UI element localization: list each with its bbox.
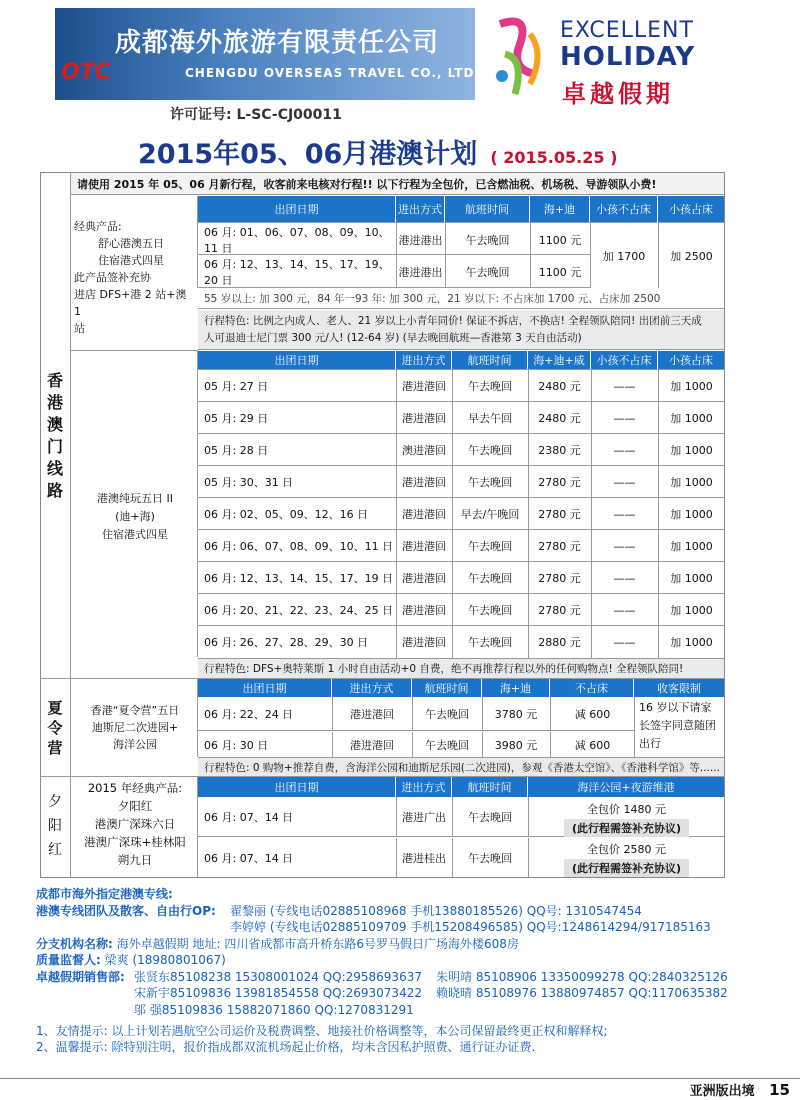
- summer-desc-line: 香港“夏令营”五日: [90, 704, 180, 717]
- sunset-row-note: (此行程需签补充协议): [564, 859, 689, 877]
- p2-hdr-price: 海+迪+威: [528, 351, 590, 369]
- table-row: [198, 529, 724, 561]
- summer-row-price: 3780 元: [482, 697, 549, 731]
- p2-row-date: 05 月: 28 日: [204, 444, 269, 457]
- sunset-row-note: (此行程需签补充协议): [564, 819, 689, 837]
- sunset-desc-line: 港澳广深珠六日: [94, 817, 176, 831]
- section-label-summer: 夏令营: [47, 699, 63, 757]
- p2-row-date: 06 月: 12、13、14、15、17、19 日: [204, 572, 394, 585]
- table-row: [198, 697, 634, 731]
- summer-desc-line: 迪斯尼二次进园+: [91, 721, 179, 734]
- section-label-sunset: 夕阳红: [48, 794, 62, 858]
- p1-child-nobed: 加 1700: [590, 222, 657, 288]
- p1-row-mode: 港进港出: [396, 223, 444, 256]
- p1-desc-line: 进店 DFS+港 2 站+澳 1: [74, 288, 187, 318]
- summer-row-nobed: 减 600: [550, 697, 634, 731]
- p1-row-flight: 午去晚回: [445, 256, 529, 288]
- p2-row-flight: 午去晚回: [452, 626, 527, 658]
- sunset-desc-line: 港澳广深珠+桂林阳: [84, 835, 186, 849]
- summer-header: [198, 679, 724, 697]
- p2-row-nobed: ——: [591, 562, 657, 594]
- p2-row-bed: 加 1000: [658, 434, 724, 466]
- p2-row-bed: 加 1000: [658, 498, 724, 530]
- sunset-desc-line: 2015 年经典产品:: [87, 781, 183, 795]
- p1-hdr-nobed: 小孩不占床: [590, 196, 657, 222]
- sales-contact: 朱明靖 85108906 13350099278 QQ:2840325126: [436, 969, 728, 984]
- license-number: 许可证号: L-SC-CJ00011: [170, 107, 342, 123]
- tip-1: 1、友情提示: 以上计划若遇航空公司运价及税费调整、地接社价格调整等，本公司保留最终更正权和解释权;: [36, 1023, 608, 1038]
- sunset-row-price: 全包价 2580 元: [587, 843, 666, 856]
- p2-row-price: 2780 元: [528, 562, 590, 594]
- p1-row-price: 1100 元: [530, 256, 589, 288]
- p2-desc-line: 港澳纯玩五日 II: [97, 492, 173, 505]
- table-row: [198, 732, 634, 757]
- p2-row-price: 2880 元: [528, 626, 590, 658]
- p1-row-price: 1100 元: [530, 223, 589, 256]
- summer-row-flight: 午去晚回: [412, 697, 481, 731]
- table-row: [198, 497, 724, 529]
- p2-row-bed: 加 1000: [658, 530, 724, 562]
- sales-contact: 张贤东85108238 15308001024 QQ:2958693637: [134, 969, 422, 984]
- p2-row-flight: 午去晚回: [452, 530, 527, 562]
- p2-row-bed: 加 1000: [658, 466, 724, 498]
- p2-row-nobed: ——: [591, 498, 657, 530]
- sales-contact: 赖晓晴 85108976 13880974857 QQ:1170635382: [436, 986, 728, 1000]
- p1-header: [198, 196, 724, 222]
- p2-desc-line: (迪+海): [115, 510, 155, 523]
- p2-row-bed: 加 1000: [658, 370, 724, 402]
- p2-row-date: 05 月: 27 日: [204, 380, 269, 393]
- p1-hdr-bed: 小孩占床: [658, 196, 724, 222]
- p1-feature-line2: 人可退迪士尼门票 300 元/人! (12-64 岁) (早去晚回航班—香港第 3 天自由活动): [204, 332, 582, 344]
- p2-row-mode: 港进港回: [396, 626, 451, 658]
- p2-row-flight: 午去晚回: [452, 434, 527, 466]
- sunset-hdr-flight: 航班时间: [452, 777, 527, 797]
- p2-row-price: 2780 元: [528, 498, 590, 530]
- table-row: [198, 433, 724, 465]
- p2-row-bed: 加 1000: [658, 562, 724, 594]
- p2-rows: [198, 369, 724, 657]
- brand-en-2: HOLIDAY: [560, 42, 696, 72]
- sunset-row-flight: 午去晚回: [452, 797, 527, 837]
- summer-row-date: 06 月: 22、24 日: [204, 708, 294, 721]
- table-row: [198, 625, 724, 657]
- summer-desc-line: 海洋公园: [113, 738, 157, 751]
- summer-row-date: 06 月: 30 日: [204, 738, 269, 752]
- page-title: [138, 132, 758, 172]
- p2-row-price: 2480 元: [528, 402, 590, 434]
- p2-row-flight: 午去晚回: [452, 370, 527, 402]
- p2-row-date: 06 月: 20、21、22、23、24、25 日: [204, 604, 394, 617]
- p1-row-flight: 午去晚回: [445, 223, 529, 256]
- p1-age-note: 55 岁以上: 加 300 元，84 年一93 年: 加 300 元，21 岁以下: 不占床加 1700 元、占床加 2500: [198, 289, 724, 309]
- p2-row-date: 05 月: 30、31 日: [204, 476, 294, 489]
- p2-row-date: 05 月: 29 日: [204, 412, 269, 425]
- branch-address: 海外卓越假期 地址: 四川省成都市高升桥东路6号罗马假日广场海外楼608房: [116, 936, 519, 951]
- table-row: [198, 401, 724, 433]
- table-row: [198, 222, 590, 255]
- table-row: [198, 369, 724, 401]
- sunset-row-date: 06 月: 07、14 日: [204, 811, 294, 824]
- p2-row-mode: 港进港回: [396, 594, 451, 626]
- p1-desc-line: 住宿港式四星: [98, 254, 164, 267]
- summer-hdr-nobed: 不占床: [550, 679, 633, 697]
- p2-row-mode: 港进港回: [396, 370, 451, 402]
- table-row: [198, 593, 724, 625]
- p2-row-price: 2780 元: [528, 530, 590, 562]
- p1-hdr-price: 海+迪: [530, 196, 589, 222]
- sunset-desc: [74, 779, 196, 869]
- p2-desc: [74, 490, 196, 544]
- company-name-en: CHENGDU OVERSEAS TRAVEL CO., LTD: [185, 66, 475, 80]
- brand-cn: 卓越假期: [562, 80, 674, 108]
- summer-row-nobed: 减 600: [550, 732, 634, 757]
- sunset-desc-line: 夕阳红: [117, 799, 153, 813]
- p2-row-bed: 加 1000: [658, 626, 724, 658]
- p2-row-bed: 加 1000: [658, 402, 724, 434]
- p2-hdr-nobed: 小孩不占床: [591, 351, 657, 369]
- section-label-hk: 香港澳门线路: [46, 371, 63, 500]
- p2-row-bed: 加 1000: [658, 594, 724, 626]
- sunset-row-flight: 午去晚回: [452, 838, 527, 877]
- table-row: [198, 838, 724, 877]
- qa-label: 质量监督人:: [36, 953, 101, 967]
- page-title-date: ( 2015.05.25 ): [490, 148, 618, 167]
- p1-desc: [74, 218, 196, 337]
- sales-label: 卓越假期销售部:: [36, 969, 125, 984]
- p2-header: [198, 351, 724, 369]
- sunset-hdr-price: 海洋公园+夜游维港: [528, 777, 724, 797]
- summer-hdr-date: 出团日期: [198, 679, 331, 697]
- sales-contact: 邬 强85109836 15882071860 QQ:1270831291: [134, 1002, 414, 1017]
- p2-row-nobed: ——: [591, 626, 657, 658]
- sunset-hdr-date: 出团日期: [198, 777, 395, 797]
- sunset-row-mode: 港进广出: [396, 797, 451, 837]
- p2-row-flight: 早去午回: [452, 402, 527, 434]
- publication-name: 亚洲版出境: [689, 1084, 755, 1099]
- summer-hdr-price: 海+迪: [482, 679, 549, 697]
- p1-feature: [198, 310, 724, 350]
- p2-row-mode: 港进港回: [396, 562, 451, 594]
- summer-row-price: 3980 元: [482, 732, 549, 757]
- p1-row-date: 06 月: 12、13、14、15、17、19、20 日: [204, 258, 390, 287]
- p2-hdr-flight: 航班时间: [452, 351, 527, 369]
- op-2: 李婷婷 (专线电话02885109709 手机15208496585) QQ号:1248614294/917185163: [230, 920, 711, 934]
- p2-hdr-date: 出团日期: [198, 351, 395, 369]
- table-row: [198, 797, 724, 837]
- table-row: [198, 561, 724, 593]
- summer-desc: [74, 702, 196, 753]
- p1-desc-line: 站: [74, 322, 85, 335]
- brand-swirl-icon: [490, 14, 550, 104]
- branch-label: 分支机构名称:: [36, 936, 113, 951]
- p2-row-mode: 港进港回: [396, 402, 451, 434]
- page-number: 15: [769, 1081, 790, 1099]
- summer-feature: 行程特色: 0 购物+推荐自费，含海洋公园和迪斯尼乐园(二次进园)，参观《香港太空馆》、《香港科学馆》等......: [198, 757, 724, 776]
- notice-bar: 请使用 2015 年 05、06 月新行程，收客前来电核对行程!! 以下行程为全包价，已含燃油税、机场税、导游领队小费!: [71, 173, 724, 195]
- op-label: 港澳专线团队及散客、自由行OP:: [36, 903, 216, 918]
- p1-hdr-mode: 进出方式: [396, 196, 444, 222]
- sunset-header: [198, 777, 724, 797]
- summer-row-flight: 午去晚回: [412, 732, 481, 757]
- p2-row-flight: 午去晚回: [452, 562, 527, 594]
- p2-row-mode: 澳进港回: [396, 434, 451, 466]
- summer-row-mode: 港进港回: [332, 697, 411, 731]
- p1-hdr-date: 出团日期: [198, 196, 395, 222]
- contacts-title: 成都市海外指定港澳专线:: [36, 887, 173, 901]
- p2-row-nobed: ——: [591, 466, 657, 498]
- sunset-row-mode: 港进桂出: [396, 838, 451, 877]
- sunset-desc-line: 朔九日: [117, 853, 153, 867]
- p2-row-nobed: ——: [591, 594, 657, 626]
- brand-logo: [490, 8, 770, 108]
- p2-row-nobed: ——: [591, 530, 657, 562]
- summer-row-mode: 港进港回: [332, 732, 411, 757]
- p2-row-price: 2780 元: [528, 594, 590, 626]
- p2-row-date: 06 月: 02、05、09、12、16 日: [204, 508, 369, 521]
- p2-row-date: 06 月: 26、27、28、29、30 日: [204, 636, 369, 649]
- p2-row-nobed: ——: [591, 402, 657, 434]
- summer-hdr-limit: 收客限制: [634, 679, 724, 697]
- company-name-cn: 成都海外旅游有限责任公司: [115, 28, 440, 58]
- p1-feature-line1: 行程特色: 比例之内成人、老人、21 岁以上小青年同价! 保证不拆店，不换店! 全程领队陪同! 出团前三天成: [204, 315, 702, 327]
- qa-person: 梁爽 (18980801067): [104, 953, 226, 967]
- sunset-hdr-mode: 进出方式: [396, 777, 451, 797]
- p1-row-date: 06 月: 01、06、07、08、09、10、11 日: [204, 225, 390, 255]
- p1-desc-line: 舒心港澳五日: [98, 237, 164, 250]
- summer-limit: 16 岁以下请家长签字同意随团出行: [634, 697, 724, 757]
- page-footer: [620, 1080, 790, 1098]
- p2-feature: 行程特色: DFS+奥特莱斯 1 小时自由活动+0 自费，绝不再推荐行程以外的任何购物点! 全程领队陪同!: [198, 658, 724, 678]
- p2-hdr-bed: 小孩占床: [658, 351, 724, 369]
- otc-logo: OTC: [61, 60, 111, 85]
- summer-hdr-mode: 进出方式: [332, 679, 411, 697]
- sales-contact: 宋新宇85109836 13981854558 QQ:2693073422: [134, 986, 422, 1000]
- tip-2: 2、温馨提示: 除特别注明，报价指成都双流机场起止价格，均未含因私护照费、通行证办证费.: [36, 1040, 536, 1054]
- p2-row-price: 2780 元: [528, 466, 590, 498]
- p1-row-mode: 港进港出: [396, 256, 444, 288]
- p1-child-bed: 加 2500: [658, 222, 724, 288]
- p2-row-flight: 午去晚回: [452, 594, 527, 626]
- p2-row-price: 2380 元: [528, 434, 590, 466]
- brand-en-1: EXCELLENT: [560, 18, 694, 43]
- p1-desc-line: 此产品签补充协: [74, 271, 151, 284]
- p2-row-mode: 港进港回: [396, 466, 451, 498]
- p1-desc-line: 经典产品:: [74, 220, 122, 233]
- sunset-row-price: 全包价 1480 元: [587, 803, 666, 816]
- company-banner: [55, 8, 475, 100]
- p2-row-date: 06 月: 06、07、08、09、10、11 日: [204, 540, 394, 553]
- p2-row-nobed: ——: [591, 370, 657, 402]
- table-row: [198, 256, 590, 288]
- page-title-main: 2015年05、06月港澳计划: [138, 139, 478, 170]
- contacts: [36, 886, 776, 1056]
- summer-hdr-flight: 航班时间: [412, 679, 481, 697]
- op-1: 翟黎丽 (专线电话02885108968 手机13880185526) QQ号: 1310547454: [230, 903, 642, 918]
- p2-row-mode: 港进港回: [396, 498, 451, 530]
- p2-row-nobed: ——: [591, 434, 657, 466]
- table-row: [198, 465, 724, 497]
- p2-row-flight: 早去/午晚回: [452, 498, 527, 530]
- p2-row-flight: 午去晚回: [452, 466, 527, 498]
- p1-hdr-flight: 航班时间: [445, 196, 529, 222]
- p2-hdr-mode: 进出方式: [396, 351, 451, 369]
- sunset-row-date: 06 月: 07、14 日: [204, 851, 294, 865]
- p2-row-price: 2480 元: [528, 370, 590, 402]
- p2-desc-line: 住宿港式四星: [102, 528, 168, 541]
- p2-row-mode: 港进港回: [396, 530, 451, 562]
